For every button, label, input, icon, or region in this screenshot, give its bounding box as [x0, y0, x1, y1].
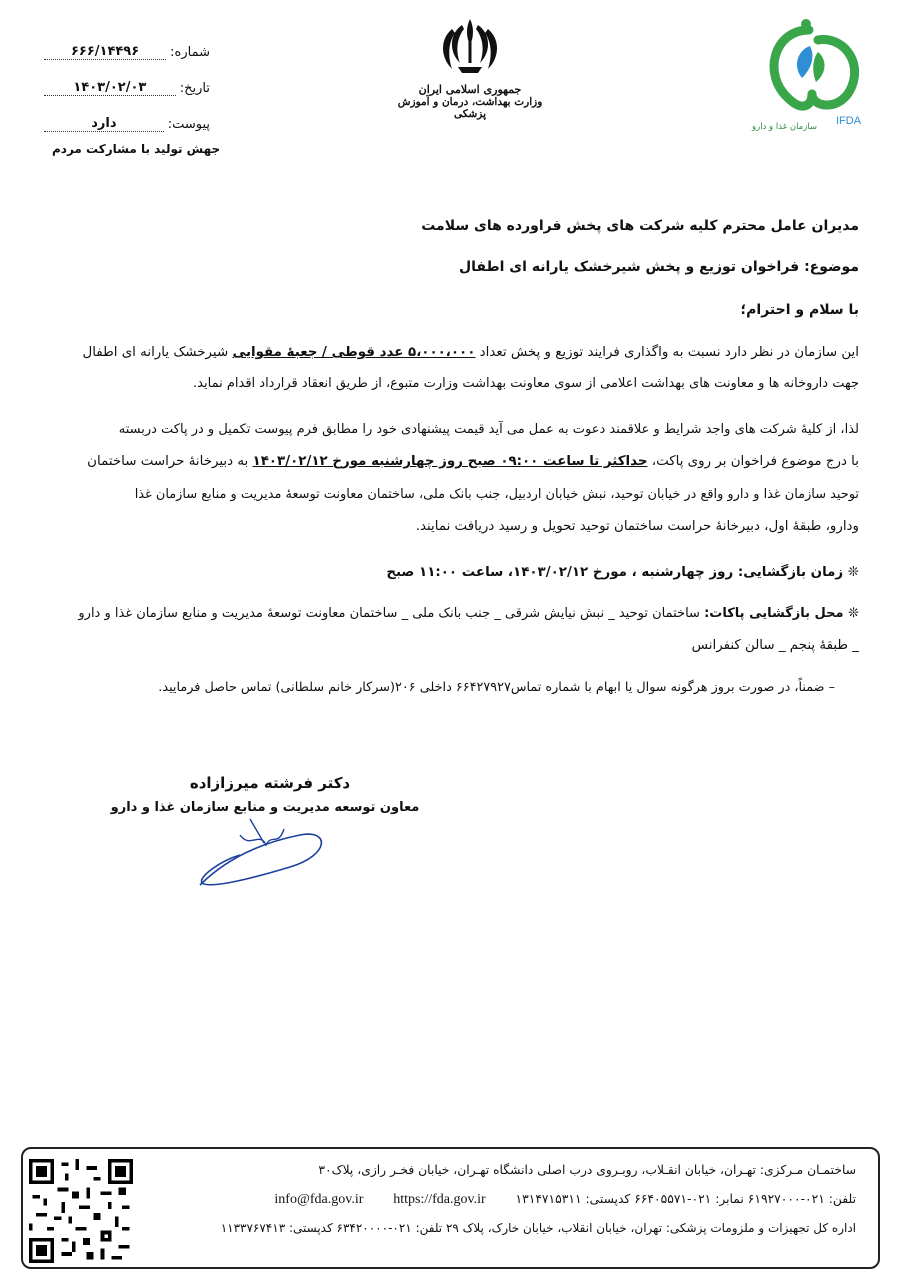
emblem-ministry: وزارت بهداشت، درمان و آموزش پزشکی — [397, 96, 543, 120]
opening-location — [40, 606, 859, 621]
opening-value: روز چهارشنبه ، مورخ ۱۴۰۳/۰۲/۱۲، ساعت ۱۱:۰۰ صبح — [386, 565, 734, 580]
paragraph-2-line-1: لذا، از کلیهٔ شرکت های واجد شرایط و علاقمند دعوت به عمل می آید قیمت پیشنهادی خود را مطابق فرم پیوست تکمیل و در پاکت دربسته — [118, 422, 859, 437]
number-label: شماره: — [170, 45, 210, 60]
p2-text-a: با درج موضوع فراخوان بر روی پاکت، — [651, 454, 859, 469]
footer-website[interactable]: https://fda.gov.ir — [393, 1192, 486, 1207]
footer-phones: تلفن: ۰۲۱-۶۱۹۲۷۰۰۰ نمابر: ۰۲۱-۶۶۴۰۵۵۷۱ کدپستی: ۱۳۱۴۷۱۵۳۱۱ — [515, 1192, 856, 1206]
iran-emblem-icon — [438, 15, 502, 77]
signer-name: دکتر فرشته میرزازاده — [189, 774, 351, 792]
attachment-value: دارد — [44, 116, 164, 132]
p2-deadline: حداکثر تا ساعت ۰۹:۰۰ صبح روز چهارشنبه مورخ ۱۴۰۳/۰۲/۱۲ — [252, 454, 648, 469]
footer-contact-line — [274, 1192, 856, 1208]
logo-acronym: IFDA — [836, 115, 862, 126]
attachment-row — [40, 110, 210, 132]
ifda-logo — [752, 16, 867, 136]
footer-email[interactable]: info@fda.gov.ir — [274, 1192, 364, 1207]
paragraph-1-line-2: جهت داروخانه ها و معاونت های بهداشت اعلامی از سوی معاونت بهداشت وزارت متبوع، از طریق انعقاد قرارداد اقدام نماید. — [193, 376, 859, 391]
subject: موضوع: فراخوان توزیع و پخش شیرخشک یارانه ای اطفال — [458, 259, 859, 275]
date-label: تاریخ: — [179, 81, 210, 96]
opening-label: ❊ زمان بازگشایی: — [737, 565, 859, 580]
paragraph-2-line-3: توحید سازمان غذا و دارو واقع در خیابان توحید، نبش خیابان اردبیل، جنب بانک ملی، ساختمان معاونت توسعهٔ مدیریت و منابع سازمان غذا — [134, 487, 859, 502]
date-row — [40, 74, 210, 96]
p1-quantity: ۵،۰۰۰،۰۰۰ عدد قوطی / جعبهٔ مقوایی — [232, 345, 476, 360]
emblem-country: جمهوری اسلامی ایران — [418, 83, 522, 96]
location-line-2: _ طبقهٔ پنجم _ سالن کنفرانس — [691, 638, 859, 653]
location-line-1: ساختمان توحید _ نبش نیایش شرقی _ جنب بانک ملی _ ساختمان معاونت توسعهٔ مدیریت و منابع سازمان غذا و دارو — [78, 606, 700, 621]
paragraph-1-line-1 — [40, 345, 859, 360]
p2-text-c: به دبیرخانهٔ حراست ساختمان — [87, 454, 249, 469]
iran-emblem-block — [395, 15, 545, 120]
logo-caption: سازمان غذا و دارو — [752, 122, 818, 132]
number-value: ۶۶۶/۱۴۴۹۶ — [44, 44, 166, 60]
paragraph-2-line-4: ودارو، طبقهٔ اول، دبیرخانهٔ حراست ساختمان توحید تحویل و رسید دریافت نمایند. — [415, 519, 859, 534]
contact-note: – ضمناً، در صورت بروز هرگونه سوال یا ابهام با شماره تماس۶۶۴۲۷۹۲۷ داخلی ۲۰۶(سرکار خانم سلطانی) تماس حاصل فرمایید. — [158, 680, 835, 695]
slogan: جهش تولید با مشارکت مردم — [52, 142, 221, 156]
letter-meta — [40, 38, 210, 132]
footer-box — [21, 1147, 880, 1269]
footer-address: ساختمـان مـرکزی: تهـران، خیابان انقـلاب، روبـروی درب اصلی دانشگاه تهـران، خیابان فخـر رازی، پلاک۳۰ — [318, 1163, 856, 1177]
date-value: ۱۴۰۳/۰۲/۰۳ — [44, 80, 176, 96]
number-row — [40, 38, 210, 60]
attachment-label: پیوست: — [167, 117, 210, 132]
p1-text-c: شیرخشک یارانه ای اطفال — [82, 345, 229, 360]
signer-title: معاون توسعه مدیریت و منابع سازمان غذا و دارو — [110, 800, 420, 815]
addressee: مدیران عامل محترم کلیه شرکت های پخش فراورده های سلامت — [421, 218, 859, 234]
paragraph-2-line-2 — [40, 454, 859, 469]
qr-code-icon — [29, 1159, 133, 1263]
opening-time — [40, 565, 859, 580]
footer-equipment-office: اداره کل تجهیزات و ملزومات پزشکی: تهران، خیابان انقلاب، خیابان خارک، پلاک ۲۹ تلفن: ۰۲۱-۶۳۴۲۰۰۰۰ کدپستی: ۱۱۳۳۷۶۷۴۱۳ — [220, 1221, 856, 1235]
p1-text-a: این سازمان در نظر دارد نسبت به واگذاری فرایند توزیع و پخش تعداد — [479, 345, 859, 360]
greeting: با سلام و احترام؛ — [740, 302, 859, 318]
location-label: ❊ محل بازگشایی پاکات: — [704, 606, 859, 621]
handwritten-signature — [180, 805, 340, 895]
ifda-logo-icon — [752, 16, 867, 126]
